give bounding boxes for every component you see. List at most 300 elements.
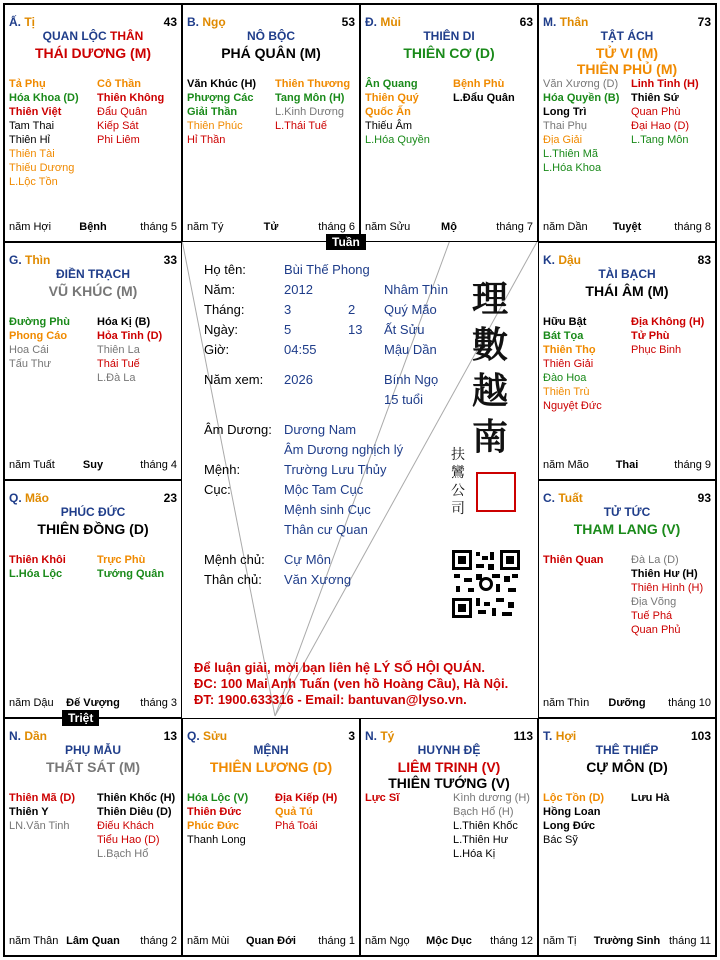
palace-number: 43 [163,15,177,29]
palace-footer [187,935,355,949]
palace-branch: Mùi [380,15,402,29]
palace-name [543,505,711,519]
main-stars [361,45,537,61]
menh-label: Mệnh: [204,462,241,477]
palace-stem: N. [9,729,21,743]
month-label: tháng 9 [674,459,711,471]
minor-star: Tấu Thư [9,358,52,370]
palace-stem: C. [543,491,555,505]
palace-footer [543,221,711,235]
minor-star: Nguyệt Đức [543,400,602,412]
month-label: tháng 11 [668,935,711,947]
palace-dan [4,718,182,956]
month-label: tháng 8 [674,221,711,233]
palace-number: 23 [163,491,177,505]
palace-stem: K. [543,253,555,267]
minor-stars-right [453,77,515,105]
am-duong-label: Âm Dương: [204,422,272,437]
minor-stars-left [9,77,79,189]
minor-star: Thiên Hư (H) [631,568,698,580]
minor-stars-right [97,553,164,581]
palace-header [9,729,177,757]
minor-star: Tướng Quân [97,568,165,580]
palace-mao [4,480,182,718]
contact-line-1: Để luận giải, mời bạn liên hệ LÝ SỐ HỘI QUÁN. [194,660,485,675]
minor-stars-right [631,315,704,357]
than-chu: Văn Xương [284,572,352,587]
minor-star: Phong Cáo [9,330,68,342]
palace-thin [4,242,182,480]
ho-ten-label: Họ tên: [204,262,246,277]
minor-star: Tiểu Hao (D) [97,834,160,846]
minor-star: L.Thiên Khốc [453,820,518,832]
palace-branch: Hợi [555,729,577,743]
palace-number: 83 [697,253,711,267]
minor-star: Địa Giải [543,134,583,146]
minor-star: Tam Thai [9,120,55,132]
minor-star: Văn Xương (D) [543,78,619,90]
minor-star: Thiên Tài [9,148,55,160]
year-label: năm Hợi [9,221,52,233]
minor-star: Điếu Khách [97,820,154,832]
minor-stars-right [631,77,699,147]
palace-footer [543,697,711,711]
palace-name [365,29,533,43]
main-star: THAM LANG (V) [573,521,681,537]
month-label: tháng 4 [140,459,177,471]
minor-star: L.Thái Tuế [275,120,327,132]
palace-number: 93 [697,491,711,505]
palace-header [543,729,711,757]
main-star: THIÊN ĐỒNG (D) [37,521,149,537]
minor-stars-right [453,791,530,861]
thang-am: 2 [348,302,356,317]
year-label: năm Dậu [9,697,54,709]
main-stars [5,283,181,299]
minor-star: Đường Phù [9,316,70,328]
minor-star: Quốc Ấn [365,106,411,118]
palace-name [187,743,355,757]
month-label: tháng 7 [496,221,533,233]
palace-ngo [182,4,360,242]
life-stage: Tuyệt [612,221,642,233]
palace-header [365,729,533,757]
main-stars [539,759,715,775]
menh: Trường Lưu Thủy [284,462,387,477]
am-duong-ly: Âm Dương nghịch lý [284,442,404,457]
minor-star: Địa Không (H) [631,316,705,328]
minor-star: Đẩu Quân [97,106,148,118]
month-label: tháng 3 [140,697,177,709]
year-label: năm Thìn [543,697,590,709]
thang-duong: 3 [284,302,292,317]
palace-stem: T. [543,729,553,743]
palace-title: PHỤ MẪU [65,743,121,757]
palace-branch: Tuất [558,491,583,505]
palace-branch: Tý [380,729,395,743]
minor-star: Thái Tuế [97,358,140,370]
palace-tuat [538,480,716,718]
minor-star: Phượng Các [187,92,254,104]
minor-star: Bạch Hổ (H) [453,806,514,818]
nam-label: Năm: [204,282,236,297]
nam-xem-can: Bính Ngọ [384,372,439,387]
year-label: năm Thân [9,935,59,947]
minor-star: Quan Phủ [631,624,681,636]
main-stars [5,759,181,775]
minor-star: Thiên Quan [543,554,604,566]
ngay-label: Ngày: [204,322,238,337]
minor-star: Địa Kiếp (H) [275,792,338,804]
palace-name [187,29,355,43]
palace-header [187,15,355,43]
minor-stars-left [543,553,604,567]
minor-stars-left [9,791,75,833]
minor-star: Bát Tọa [543,330,584,342]
minor-star: Thiên Khôi [9,554,66,566]
minor-star: Thiên Quý [365,92,419,104]
minor-star: Hóa Lộc (V) [187,792,249,804]
year-label: năm Tuất [9,459,55,471]
palace-dau [538,242,716,480]
palace-title: ĐIỀN TRẠCH [56,267,130,281]
minor-star: L.Hóa Khoa [543,162,602,174]
gio-can: Mậu Dần [384,342,437,357]
minor-star: Trực Phù [97,554,146,566]
than-chu-label: Thân chủ: [204,572,262,587]
minor-star: Phi Liêm [97,134,140,146]
life-stage: Bệnh [79,221,107,233]
palace-branch: Sửu [203,729,228,743]
minor-star: Tang Môn (H) [275,92,345,104]
palace-header [9,15,177,43]
gio-label: Giờ: [204,342,230,357]
minor-star: Thiên Y [9,806,49,818]
palace-title: TÀI BẠCH [598,267,656,281]
life-stage: Mộc Dục [426,935,472,947]
month-label: tháng 12 [490,935,533,947]
palace-header [543,253,711,281]
palace-header [9,253,177,281]
palace-number: 33 [163,253,177,267]
contact-phone-email: ĐT: 1900.633316 - Email: bantuvan@lyso.vn. [194,692,467,707]
minor-stars-left [9,553,66,581]
minor-star: Long Đức [543,820,595,832]
palace-footer [365,935,533,949]
minor-star: Thiếu Dương [9,162,75,174]
minor-star: L.Lộc Tồn [9,176,58,188]
main-star: THIÊN TƯỚNG (V) [388,775,510,791]
minor-star: Linh Tinh (H) [631,78,699,90]
gio: 04:55 [284,342,317,357]
palace-branch: Dậu [558,253,582,267]
palace-title: MỆNH [253,743,289,757]
palace-header [9,491,177,519]
life-stage: Lâm Quan [66,935,120,947]
palace-footer [9,935,177,949]
minor-star: Thiên Việt [9,106,62,118]
minor-star: Quả Tú [275,806,313,818]
minor-star: Hóa Khoa (D) [9,92,79,104]
minor-star: Ân Quang [365,78,418,90]
minor-star: Thiên Khốc (H) [97,792,176,804]
ngay-can: Ất Sửu [384,322,425,337]
palace-number: 113 [513,729,533,743]
ho-ten: Bùi Thế Phong [284,262,370,277]
minor-star: Thiên Sứ [631,92,679,104]
menh-chu: Cự Môn [284,552,331,567]
life-stage: Tử [263,221,279,233]
minor-star: Đà La (D) [631,554,679,566]
center-info [182,240,538,716]
minor-star: Thiên La [97,344,140,356]
ngay-am: 13 [348,322,363,337]
minor-star: Thiên Hỉ [9,134,50,146]
palace-name [543,29,711,43]
minor-star: Văn Khúc (H) [187,78,257,90]
palace-header [187,729,355,757]
year-label: năm Dần [543,221,588,233]
main-star: LIÊM TRINH (V) [397,759,501,775]
minor-star: Cô Thần [97,78,141,90]
palace-stem: N. [365,729,377,743]
minor-stars-left [543,315,602,413]
palace-footer [543,459,711,473]
palace-hoi [538,718,716,956]
minor-star: Hỉ Thần [187,134,226,146]
month-label: tháng 2 [140,935,177,947]
palace-stem: B. [187,15,199,29]
minor-star: Hồng Loan [543,806,601,818]
palace-number: 13 [163,729,177,743]
triet-badge: Triệt [62,710,99,726]
minor-star: L.Hóa Kị [453,848,496,860]
palace-stem: Đ. [365,15,377,29]
minor-stars-left [365,791,399,805]
palace-footer [9,221,177,235]
year-label: năm Tị [543,935,577,947]
year-label: năm Tý [187,221,224,233]
minor-star: Phục Binh [631,344,682,356]
main-stars [183,45,359,61]
year-label: năm Mùi [187,935,230,947]
palace-body-marker: THÂN [110,29,144,43]
minor-stars-right [97,791,175,861]
logo-side-text: 扶鸞公司 [451,447,465,517]
minor-star: Thiên Đức [187,806,242,818]
minor-stars-right [275,77,350,133]
palace-name [9,505,177,519]
life-stage: Quan Đới [246,935,296,947]
main-stars [183,759,359,775]
palace-stem: Ấ. [9,15,21,29]
minor-star: Thiên Trù [543,386,590,398]
minor-star: Quan Phù [631,106,681,118]
palace-number: 53 [341,15,355,29]
contact-address: ĐC: 100 Mai Anh Tuấn (ven hồ Hoàng Cầu), Hà Nội. [194,676,509,691]
palace-stem: Q. [187,729,200,743]
minor-stars-left [543,791,604,847]
minor-star: Thiên Hình (H) [631,582,704,594]
life-stage: Đế Vượng [66,697,120,709]
palace-ty [4,4,182,242]
palace-branch: Mão [25,491,50,505]
palace-header [543,15,711,43]
palace-branch: Ngọ [202,15,226,29]
minor-stars-left [543,77,619,175]
minor-star: Thiên Thọ [543,344,596,356]
minor-star: L.Đẩu Quân [453,92,515,104]
palace-footer [543,935,711,949]
main-star: PHÁ QUÂN (M) [221,45,321,61]
palace-number: 73 [697,15,711,29]
life-stage: Mộ [441,221,457,233]
minor-star: Thanh Long [187,834,246,846]
nam-xem: 2026 [284,372,313,387]
minor-star: L.Kinh Dương [275,106,345,118]
palace-footer [9,697,177,711]
minor-star: Thiên Thương [275,78,351,90]
minor-stars-left [187,791,248,847]
palace-title: THÊ THIẾP [595,743,659,757]
minor-star: Thai Phụ [543,120,588,132]
minor-star: L.Hóa Quyền [365,134,430,146]
palace-title: THIÊN DI [423,29,475,43]
minor-stars-right [97,315,162,385]
month-label: tháng 1 [318,935,355,947]
month-label: tháng 5 [140,221,177,233]
minor-star: Hóa Quyền (B) [543,92,620,104]
minor-stars-left [9,315,70,371]
minor-star: Thiên Không [97,92,165,104]
month-label: tháng 10 [668,697,711,709]
minor-star: Địa Võng [631,596,677,608]
thang-label: Tháng: [204,302,245,317]
palace-header [543,491,711,519]
main-star: VŨ KHÚC (M) [48,283,138,299]
minor-star: L.Tang Môn [631,134,689,146]
palace-tys [360,718,538,956]
palace-stem: M. [543,15,557,29]
life-stage: Suy [82,459,104,471]
palace-than [538,4,716,242]
minor-star: Thiên Phúc [187,120,243,132]
minor-stars-left [365,77,430,147]
minor-star: Kình dương (H) [453,792,530,804]
minor-star: Bác Sỹ [543,834,578,846]
year-label: năm Ngọ [365,935,410,947]
minor-stars-left [187,77,256,147]
palace-name [9,29,177,43]
menh-chu-label: Mệnh chủ: [204,552,265,567]
minor-stars-right [631,553,703,637]
minor-star: Thiên Mã (D) [9,792,75,804]
palace-branch: Dần [24,729,48,743]
minor-star: Giải Thần [187,106,238,118]
palace-stem: Q. [9,491,22,505]
minor-stars-right [631,791,670,805]
palace-branch: Tị [24,15,36,29]
minor-star: L.Thiên Hư [453,834,509,846]
main-stars [361,759,537,791]
minor-star: Hữu Bật [543,316,587,328]
minor-star: Tả Phụ [9,78,46,90]
palace-name [543,743,711,757]
palace-title: HUYNH ĐỆ [417,743,481,757]
palace-footer [187,221,355,235]
palace-name [543,267,711,281]
main-star: THIÊN CƠ (D) [403,45,495,61]
cuc: Mộc Tam Cục [284,482,364,497]
minor-star: Lộc Tồn (D) [543,792,605,804]
tuan-badge: Tuần [326,234,366,250]
minor-star: Bệnh Phù [453,78,505,90]
palace-name [9,267,177,281]
minor-star: Đào Hoa [543,372,587,384]
palace-number: 63 [519,15,533,29]
minor-star: Hoa Cái [9,344,49,356]
main-star: THÁI ÂM (M) [585,283,669,299]
palace-title: PHÚC ĐỨC [60,505,126,519]
life-stage: Thai [615,459,639,471]
main-star: THÁI DƯƠNG (M) [34,45,152,61]
minor-stars-right [275,791,337,833]
nam-xem-label: Năm xem: [204,372,264,387]
main-star: THẤT SÁT (M) [45,759,141,775]
palace-title: TẬT ÁCH [600,29,654,43]
minor-star: Tuế Phá [631,610,673,622]
minor-star: L.Thiên Mã [543,148,599,160]
main-stars [5,45,181,61]
main-star: THIÊN PHỦ (M) [576,61,678,77]
palace-title: TỬ TỨC [603,505,651,519]
palace-title: QUAN LỘC [42,29,107,43]
thang-can: Quý Mão [384,302,437,317]
palace-stem: G. [9,253,22,267]
am-duong: Dương Nam [284,422,357,437]
minor-star: Thiên Diêu (D) [97,806,172,818]
palace-branch: Thân [559,15,589,29]
minor-star: L.Bạch Hổ [97,848,149,860]
nam-can: Nhâm Thìn [384,282,449,297]
year-label: năm Sửu [365,221,411,233]
main-stars [539,283,715,299]
main-stars [539,521,715,537]
tuoi: 15 tuổi [384,392,424,407]
ngay-duong: 5 [284,322,292,337]
minor-star: Hỏa Tinh (D) [97,330,163,342]
life-stage: Dưỡng [608,697,646,709]
minor-star: Đại Hao (D) [631,120,690,132]
palace-branch: Thìn [25,253,51,267]
month-label: tháng 6 [318,221,355,233]
logo-calligraphy: 理數越南 [471,278,508,458]
main-stars [5,521,181,537]
cuc-label: Cục: [204,482,231,497]
minor-star: Thiên Giải [543,358,594,370]
palace-name [365,743,533,757]
minor-star: L.Đà La [97,372,136,384]
palace-header [365,15,533,43]
palace-number: 103 [690,729,711,743]
palace-footer [9,459,177,473]
minor-star: Lưu Hà [631,792,670,804]
minor-stars-right [97,77,164,147]
main-star: THIÊN LƯƠNG (D) [209,759,333,775]
main-stars [539,45,715,77]
palace-number: 3 [348,729,355,743]
minor-star: Tử Phù [631,330,670,342]
